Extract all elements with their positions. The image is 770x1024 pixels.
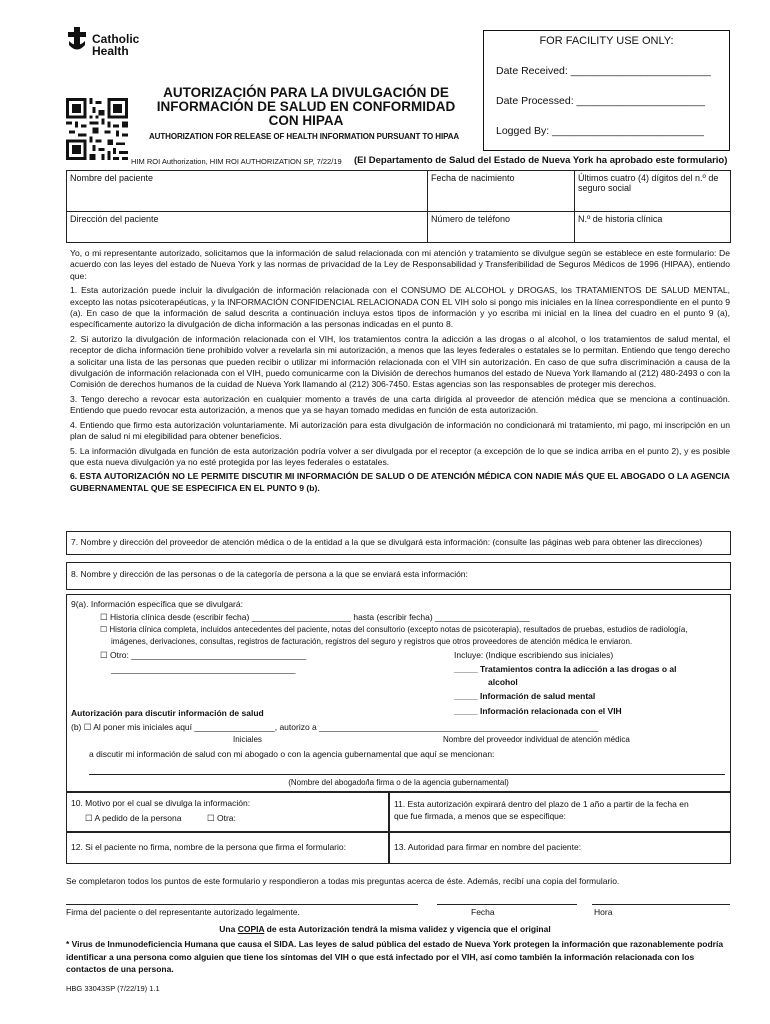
form-code: HBG 33043SP (7/22/19) 1.1 — [66, 984, 160, 993]
item-12-label: 12. Si el paciente no firma, nombre de la persona que firma el formulario: — [71, 842, 346, 852]
other-reason-option[interactable]: ☐ Otra: — [207, 813, 236, 823]
discuss-initials-line[interactable]: (b) ☐ Al poner mis iniciales aquí _________________, autorizo a ___________________________________________________________ — [71, 722, 599, 732]
facility-title: FOR FACILITY USE ONLY: — [539, 35, 674, 47]
addiction-initials[interactable]: _____ Tratamientos contra la adicción a las drogas o al — [454, 664, 677, 674]
initials-caption: Iniciales — [233, 735, 262, 744]
time-line[interactable] — [592, 904, 730, 905]
addiction-initials-cont: alcohol — [488, 677, 518, 687]
signature-line[interactable] — [66, 904, 418, 905]
item-11-label: 11. Esta autorización expirará dentro del plazo de 1 año a partir de la fecha en que fue firmada, a menos que se especifique: — [394, 799, 689, 821]
complete-record-detail: imágenes, derivaciones, consultas, registros de facturación, registros del seguro y registros que otros proveedores de atención médica le enviaron. — [111, 637, 633, 646]
mental-health-initials[interactable]: _____ Información de salud mental — [454, 691, 596, 701]
item-13-field[interactable] — [389, 832, 731, 864]
authorization-body — [70, 248, 730, 497]
other-option[interactable]: ☐ Otro: _____________________________________ — [100, 650, 307, 660]
completion-statement: Se completaron todos los puntos de este formulario y respondieron a todas mis preguntas acerca de éste. Además, recibí una copia del formulario. — [66, 876, 620, 886]
paragraph-2: 2. Si autorizo la divulgación de información relacionada con el VIH, los tratamientos contra la adicción a las drogas o al alcohol, o los tratamientos de salud mental, el receptor de dicha información tiene prohibido volver a revelarla sin mi autorización, a menos que las leyes federales o estatales se lo permitan. Entiendo que tengo derecho a solicitar una lista de las personas que pueden recibir o utilizar mi información relacionada con el VIH sin autorización. En caso de que sufra discriminación a causa de la divulgación de información relacionada con el VIH, puedo comunicarme con la División de derechos humanos del estado de Nueva York llamando al (212) 480-2493 o con la Comisión de derechos humanos de la cuidad de Nueva York llamando al (212) 306-7450. Estas agencias son las responsables de proteger mis derechos. — [70, 333, 730, 390]
ssn-field[interactable]: Últimos cuatro (4) dígitos del n.º de seguro social — [575, 171, 731, 212]
qr-code-icon — [66, 98, 128, 160]
logo-text: Catholic Health — [92, 32, 140, 58]
other-option-line[interactable]: _______________________________________ — [111, 664, 296, 674]
birth-date-field[interactable]: Fecha de nacimiento — [428, 171, 575, 212]
copy-validity-note: Una COPIA de esta Autorización tendrá la misma validez y vigencia que el original — [219, 924, 551, 934]
date-range-option[interactable]: ☐ Historia clínica desde (escribir fecha) _____________________ hasta (escribir fecha) ____________________ — [100, 612, 530, 622]
item-8-field[interactable] — [66, 562, 731, 590]
facility-use-box — [483, 30, 730, 151]
hiv-initials[interactable]: _____ Información relacionada con el VIH — [454, 706, 622, 716]
paragraph-6: 6. ESTA AUTORIZACIÓN NO LE PERMITE DISCUTIR MI INFORMACIÓN DE SALUD O DE ATENCIÓN MÉDICA CON NADIE MÁS QUE EL ABOGADO O LA AGENCIA GUBERNAMENTAL QUE SE ESPECIFICA EN EL PUNTO 9 (b). — [70, 471, 730, 493]
patient-info-table — [66, 170, 731, 243]
form-title: AUTORIZACIÓN PARA LA DIVULGACIÓN DE INFORMACIÓN DE SALUD EN CONFORMIDAD CON HIPAA — [156, 85, 456, 128]
logged-by-field[interactable]: Logged By: __________________________ — [496, 125, 704, 137]
intro-paragraph: Yo, o mi representante autorizado, solicitamos que la información de salud relacionada con mi atención y tratamiento se divulgue según se establece en este formulario: De acuerdo con las leyes del estado de Nueva York y las normas de privacidad de la Ley de Responsabilidad y Transferibilidad de Seguros Médicos de 1996 (HIPAA), entiendo que: — [70, 248, 730, 281]
item-9-section — [66, 594, 731, 792]
complete-record-option[interactable]: ☐ Historia clínica completa, incluidos antecedentes del paciente, notas del consultorio (excepto notas de psicoterapia), resultados de pruebas, estudios de radiología, — [100, 625, 688, 634]
time-caption: Hora — [594, 907, 613, 917]
catholic-health-logo-icon — [66, 27, 92, 55]
date-line[interactable] — [437, 904, 577, 905]
record-number-field[interactable]: N.º de historia clínica — [575, 212, 731, 243]
date-processed-field[interactable]: Date Processed: ______________________ — [496, 95, 706, 107]
date-received-field[interactable]: Date Received: ________________________ — [496, 65, 711, 77]
attorney-line[interactable] — [89, 774, 725, 775]
item-12-field[interactable] — [66, 832, 389, 864]
item-10-label: 10. Motivo por el cual se divulga la información: — [71, 798, 251, 808]
discuss-text: a discutir mi información de salud con mi abogado o con la agencia gubernamental que aquí se mencionan: — [89, 749, 495, 759]
provider-caption: Nombre del proveedor individual de atención médica — [443, 735, 630, 744]
item-7-field[interactable] — [66, 531, 731, 555]
form-reference: HIM ROI Authorization, HIM ROI AUTHORIZATION SP, 7/22/19 — [131, 157, 342, 166]
hiv-footnote: * Virus de Inmunodeficiencia Humana que causa el SIDA. Las leyes de salud pública del estado de Nueva York protegen la información que razonablemente podría identificar a una persona como alguien que tiene los síntomas del VIH o que está infectado por el VIH, así como también la información relacionada con los contactos de una persona. — [66, 939, 724, 974]
item-9a-label: 9(a). Información específica que se divulgará: — [71, 599, 243, 609]
item-13-label: 13. Autoridad para firmar en nombre del paciente: — [394, 842, 582, 852]
paragraph-3: 3. Tengo derecho a revocar esta autorización en cualquier momento a través de una carta dirigida al proveedor de atención médica que se menciona a continuación. Entiendo que puedo revocar esta autorización, a menos que ya se hayan tomado medidas en función de esta autorización. — [70, 393, 730, 416]
phone-field[interactable]: Número de teléfono — [428, 212, 575, 243]
attorney-caption: (Nombre del abogado/la firma o de la agencia gubernamental) — [288, 778, 509, 787]
item-8-label: 8. Nombre y dirección de las personas o de la categoría de persona a la que se enviará esta información: — [71, 569, 468, 579]
signature-caption: Firma del paciente o del representante autorizado legalmente. — [66, 907, 300, 917]
form-subtitle: AUTHORIZATION FOR RELEASE OF HEALTH INFORMATION PURSUANT TO HIPAA — [149, 132, 460, 141]
paragraph-4: 4. Entiendo que firmo esta autorización voluntariamente. Mi autorización para esta divulgación de información no condicionará mi tratamiento, mi pago, mi inscripción en un plan de salud ni mi elegibilidad para obtener beneficios. — [70, 419, 730, 442]
person-request-option[interactable]: ☐ A pedido de la persona — [85, 813, 182, 823]
approval-note: (El Departamento de Salud del Estado de Nueva York ha aprobado este formulario) — [354, 155, 728, 166]
item-7-label: 7. Nombre y dirección del proveedor de atención médica o de la entidad a la que se divulgará esta información: (consulte las páginas web para obtener las direcciones) — [71, 537, 703, 547]
discuss-title: Autorización para discutir información de salud — [71, 708, 264, 718]
date-caption: Fecha — [471, 907, 495, 917]
paragraph-5: 5. La información divulgada en función de esta autorización podría volver a ser divulgada por el receptor (a excepción de lo que se indica arriba en el punto 2), y es posible que esta nueva divulgación ya no esté protegida por las leyes federales o estatales. — [70, 445, 730, 467]
include-label: Incluye: (Indique escribiendo sus iniciales) — [454, 650, 614, 660]
item-10-field — [66, 792, 389, 832]
item-11-field[interactable] — [389, 792, 731, 832]
patient-address-field[interactable]: Dirección del paciente — [67, 212, 428, 243]
paragraph-1: 1. Esta autorización puede incluir la divulgación de información relacionada con el CONSUMO DE ALCOHOL y DROGAS, los TRATAMIENTOS DE SALUD MENTAL, excepto las notas psicoterapéuticas, y la INFORMACIÓN CONFIDENCIAL RELACIONADA CON EL VIH solo si pongo mis iniciales en la línea correspondiente en el punto 9 (a). En caso de que la información de salud descrita a continuación incluya estos tipos de información y yo escriba mi inicial en la línea del cuadro en el punto 9 (a), específicamente autorizo la divulgación de dicha información a las personas indicadas en el punto 8. — [70, 285, 730, 330]
patient-name-field[interactable]: Nombre del paciente — [67, 171, 428, 212]
